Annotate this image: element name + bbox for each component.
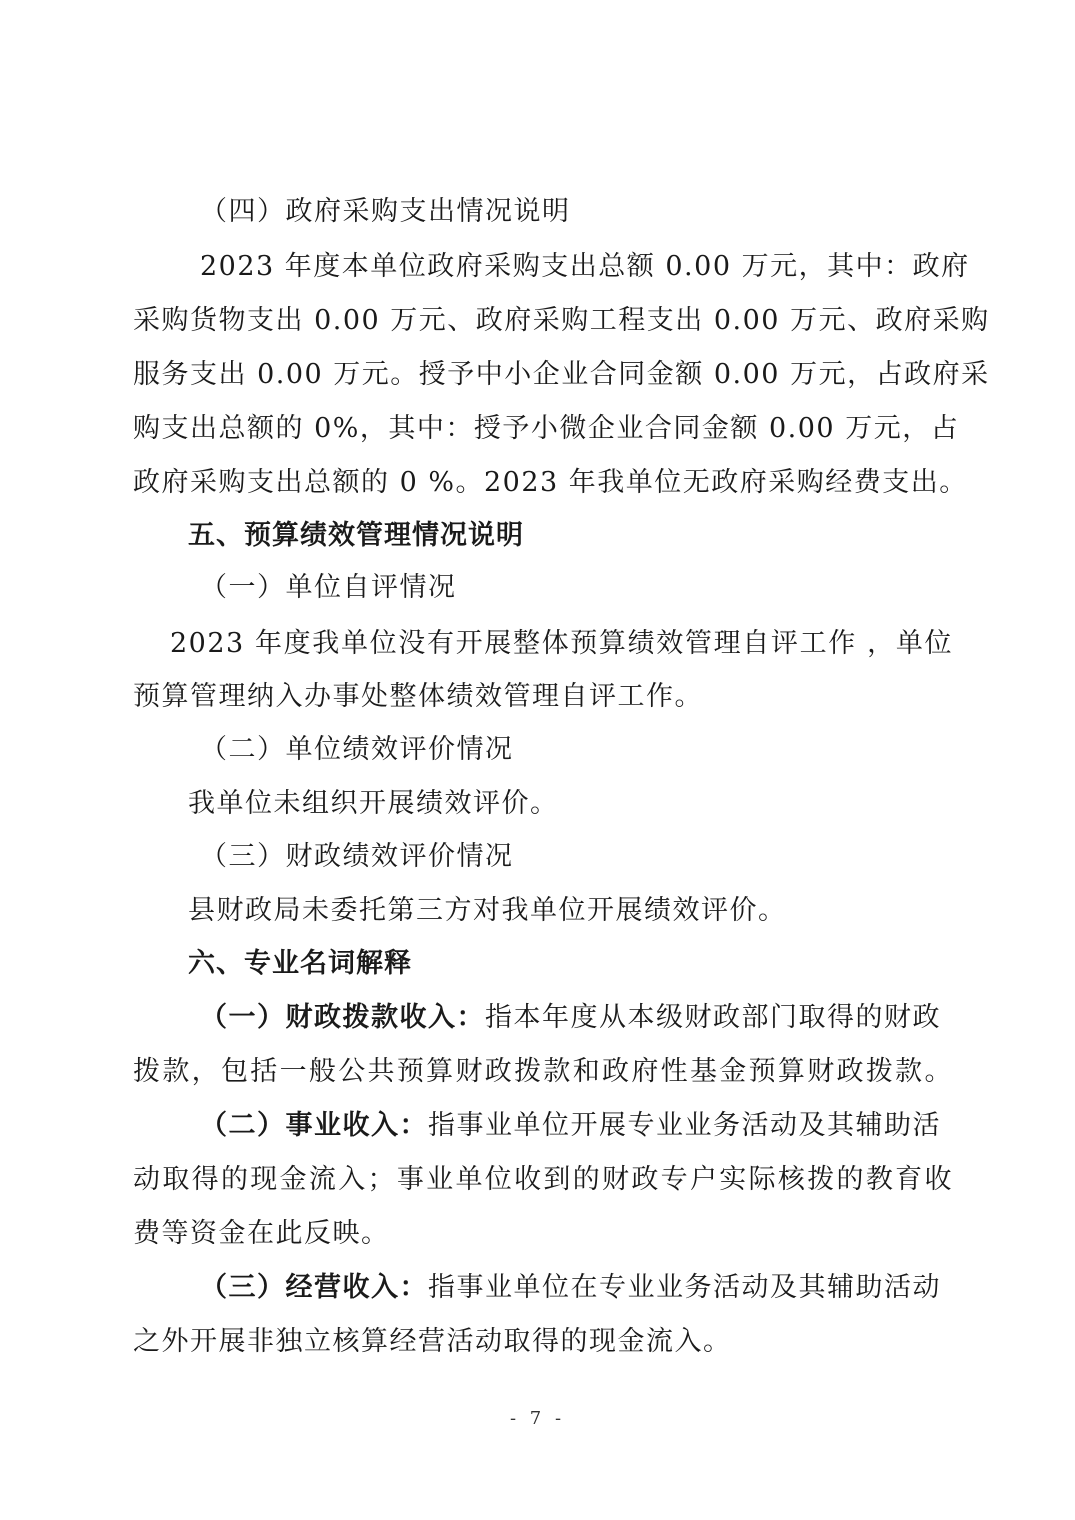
paragraph-line: 服务支出 0.00 万元。授予中小企业合同金额 0.00 万元，占政府采 [133,359,990,390]
page-number: - 7 - [509,1408,566,1429]
section-title-procurement: （四）政府采购支出情况说明 [200,196,571,227]
paragraph-line: 预算管理纳入办事处整体绩效管理自评工作。 [133,681,703,712]
term-label: （三）经营收入： [200,1272,428,1303]
term-label: （一）财政拨款收入： [200,1002,485,1033]
section-heading-glossary: 六、专业名词解释 [188,948,412,979]
section-heading-performance: 五、预算绩效管理情况说明 [188,520,524,551]
glossary-term-business-income [200,1106,953,1146]
subsection-title-self-evaluation: （一）单位自评情况 [200,572,457,603]
paragraph-line: 2023 年度本单位政府采购支出总额 0.00 万元，其中：政府 [200,251,970,282]
paragraph-line: 费等资金在此反映。 [133,1218,390,1249]
paragraph-line: 之外开展非独立核算经营活动取得的现金流入。 [133,1326,732,1357]
paragraph-line: 采购货物支出 0.00 万元、政府采购工程支出 0.00 万元、政府采购 [133,305,990,336]
paragraph-line: 购支出总额的 0%，其中：授予小微企业合同金额 0.00 万元，占 [133,413,960,444]
paragraph-line: 动取得的现金流入；事业单位收到的财政专户实际核拨的教育收 [133,1164,953,1195]
paragraph-line: 政府采购支出总额的 0 %。2023 年我单位无政府采购经费支出。 [133,467,968,498]
paragraph-line: 拨款，包括一般公共预算财政拨款和政府性基金预算财政拨款。 [133,1056,953,1087]
term-label: （二）事业收入： [200,1110,428,1141]
glossary-term-operating-income [200,1268,953,1308]
paragraph-line: 2023 年度我单位没有开展整体预算绩效管理自评工作 ，单位 [170,628,953,659]
term-definition: 指事业单位在专业业务活动及其辅助活动 [428,1272,941,1303]
term-definition: 指本年度从本级财政部门取得的财政 [485,1002,941,1033]
paragraph-line: 我单位未组织开展绩效评价。 [188,788,559,819]
paragraph-line: 县财政局未委托第三方对我单位开展绩效评价。 [188,895,787,926]
term-definition: 指事业单位开展专业业务活动及其辅助活 [428,1110,941,1141]
subsection-title-unit-evaluation: （二）单位绩效评价情况 [200,734,514,765]
glossary-term-fiscal-appropriation [200,998,953,1038]
subsection-title-finance-evaluation: （三）财政绩效评价情况 [200,841,514,872]
